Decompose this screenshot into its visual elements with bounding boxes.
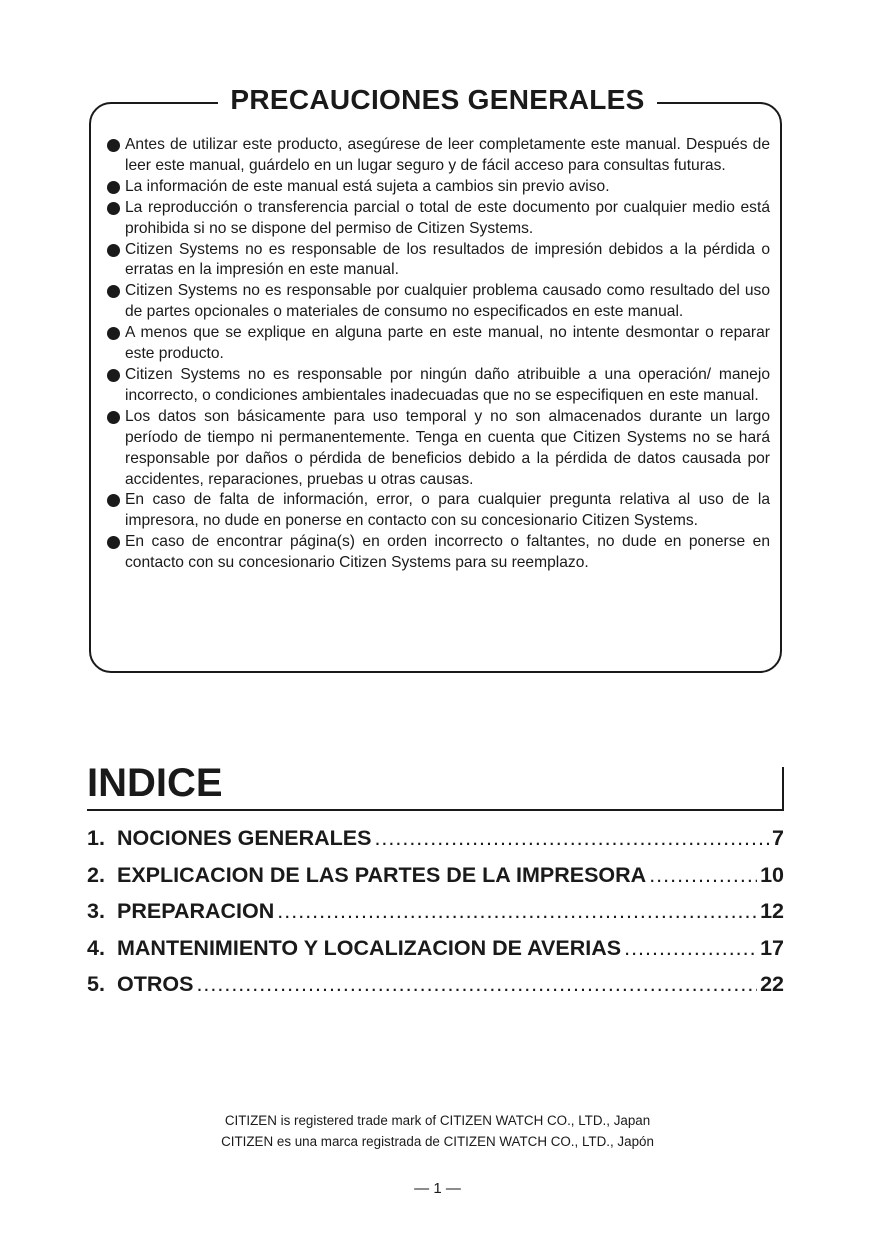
- precaution-text: Citizen Systems no es responsable de los resultados de impresión debidos a la pérdida o erratas en la impresión en este manual.: [125, 240, 770, 279]
- toc-entry[interactable]: [87, 972, 784, 1009]
- precaution-text: Los datos son básicamente para uso temporal y no son almacenados durante un largo período de tiempo ni permanentemente. Tenga en cuenta que Citizen Systems no se hará responsable por daños o pérdida de beneficios debido a la pérdida de datos causada por accidentes, reparaciones, pruebas u otras causas.: [125, 407, 770, 488]
- toc-page: 22: [760, 972, 784, 996]
- bullet-icon: [107, 369, 120, 382]
- toc-leader: [374, 826, 769, 851]
- precaution-text: La reproducción o transferencia parcial o total de este documento por cualquier medio está prohibida si no se dispone del permiso de Citizen Systems.: [125, 198, 770, 237]
- trademark-notice: [0, 1110, 875, 1152]
- precautions-title-wrap: [0, 80, 875, 120]
- trademark-spanish: CITIZEN es una marca registrada de CITIZEN WATCH CO., LTD., Japón: [221, 1134, 654, 1149]
- precaution-text: Citizen Systems no es responsable por cualquier problema causado como resultado del uso de partes opcionales o materiales de consumo no especificados en este manual.: [125, 282, 770, 321]
- precaution-text: En caso de encontrar página(s) en orden incorrecto o faltantes, no dude en ponerse en contacto con su concesionario Citizen Systems para su reemplazo.: [125, 533, 770, 572]
- toc-leader: [277, 899, 757, 924]
- index-underline: [87, 809, 784, 811]
- toc-number: 4.: [87, 935, 105, 960]
- precaution-item: [106, 281, 770, 323]
- toc-label: PREPARACION: [117, 899, 275, 923]
- bullet-icon: [107, 494, 120, 507]
- toc-entry[interactable]: [87, 826, 784, 863]
- index-title: INDICE: [87, 761, 223, 805]
- index-side-rule: [782, 767, 784, 811]
- toc-leader: [196, 972, 757, 997]
- toc-page: 12: [760, 899, 784, 923]
- bullet-icon: [107, 244, 120, 257]
- precautions-list: [106, 135, 770, 574]
- toc-entry[interactable]: [87, 863, 784, 900]
- bullet-icon: [107, 411, 120, 424]
- precaution-item: [106, 240, 770, 282]
- table-of-contents: [87, 826, 784, 1009]
- toc-label: NOCIONES GENERALES: [117, 826, 372, 850]
- toc-leader: [624, 936, 757, 961]
- precaution-text: En caso de falta de información, error, o para cualquier pregunta relativa al uso de la impresora, no dude en ponerse en contacto con su concesionario Citizen Systems.: [125, 491, 770, 530]
- toc-number: 5.: [87, 972, 105, 996]
- toc-number: 3.: [87, 899, 105, 923]
- precaution-text: A menos que se explique en alguna parte en este manual, no intente desmontar o reparar este producto.: [125, 324, 770, 363]
- toc-page: 7: [772, 826, 784, 850]
- bullet-icon: [107, 536, 120, 549]
- toc-entry[interactable]: [87, 936, 784, 973]
- precaution-item: [106, 407, 770, 491]
- bullet-icon: [107, 139, 120, 152]
- precaution-text: La información de este manual está sujeta a cambios sin previo aviso.: [125, 177, 610, 195]
- bullet-icon: [107, 327, 120, 340]
- precaution-item: [106, 532, 770, 574]
- page-number: — 1 —: [414, 1180, 461, 1197]
- toc-entry[interactable]: [87, 899, 784, 936]
- precaution-item: [106, 323, 770, 365]
- trademark-english: CITIZEN is registered trade mark of CITIZEN WATCH CO., LTD., Japan: [224, 1113, 651, 1128]
- precaution-text: Citizen Systems no es responsable por ningún daño atribuible a una operación/ manejo incorrecto, o condiciones ambientales inadecuadas que no se especifiquen en este manual.: [125, 365, 770, 404]
- toc-number: 1.: [87, 826, 105, 850]
- toc-label: MANTENIMIENTO Y LOCALIZACION DE AVERIAS: [117, 935, 622, 960]
- toc-leader: [649, 863, 757, 888]
- precaution-item: [106, 490, 770, 532]
- precautions-title: PRECAUCIONES GENERALES: [218, 80, 656, 120]
- toc-label: OTROS: [117, 972, 194, 996]
- bullet-icon: [107, 202, 120, 215]
- toc-page: 17: [760, 935, 784, 960]
- precaution-item: [106, 135, 770, 177]
- toc-page: 10: [760, 862, 784, 887]
- bullet-icon: [107, 285, 120, 298]
- precaution-item: [106, 365, 770, 407]
- precaution-item: [106, 177, 770, 198]
- precaution-item: [106, 198, 770, 240]
- bullet-icon: [107, 181, 120, 194]
- toc-label: EXPLICACION DE LAS PARTES DE LA IMPRESORA: [117, 862, 647, 887]
- toc-number: 2.: [87, 862, 105, 887]
- precaution-text: Antes de utilizar este producto, asegúrese de leer completamente este manual. Después de leer este manual, guárdelo en un lugar seguro y de fácil acceso para consultas futuras.: [125, 136, 770, 174]
